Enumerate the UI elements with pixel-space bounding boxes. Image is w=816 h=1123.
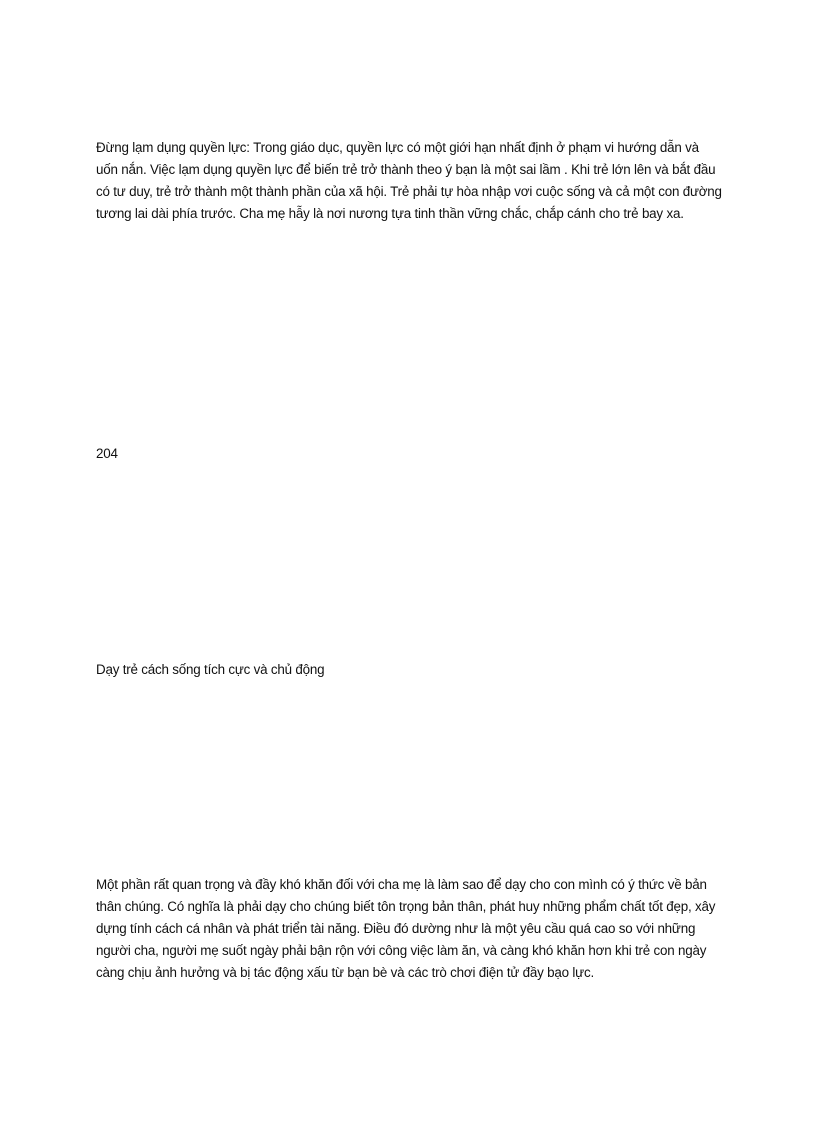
paragraph-self-awareness: Một phần rất quan trọng và đầy khó khăn đối với cha mẹ là làm sao để dạy cho con mình có ý thức về bản thân chúng. Có nghĩa là phải dạy cho chúng biết tôn trọng bản thân, phát huy những phẩm chất tốt đẹp, xây dựng tính cách cá nhân và phát triển tài năng. Điều đó dường như là một yêu cầu quá cao so với những người cha, người mẹ suốt ngày phải bận rộn với công việc làm ăn, và càng khó khăn hơn khi trẻ con ngày càng chịu ảnh hưởng và bị tác động xấu từ bạn bè và các trò chơi điện tử đầy bạo lực. [96, 877, 716, 980]
section-heading: Dạy trẻ cách sống tích cực và chủ động [96, 662, 325, 677]
paragraph-abuse-of-power: Đừng lạm dụng quyền lực: Trong giáo dục, quyền lực có một giới hạn nhất định ở phạm vi hướng dẫn và uốn nắn. Việc lạm dụng quyền lực để biến trẻ trở thành theo ý bạn là một sai lầm . Khi trẻ lớn lên và bắt đầu có tư duy, trẻ trở thành một thành phần của xã hội. Trẻ phải tự hòa nhập vơi cuộc sống và cả một con đường tương lai dài phía trước. Cha mẹ hẫy là nơi nương tựa tinh thần vững chắc, chắp cánh cho trẻ bay xa. [96, 140, 722, 221]
page-number: 204 [96, 446, 118, 461]
